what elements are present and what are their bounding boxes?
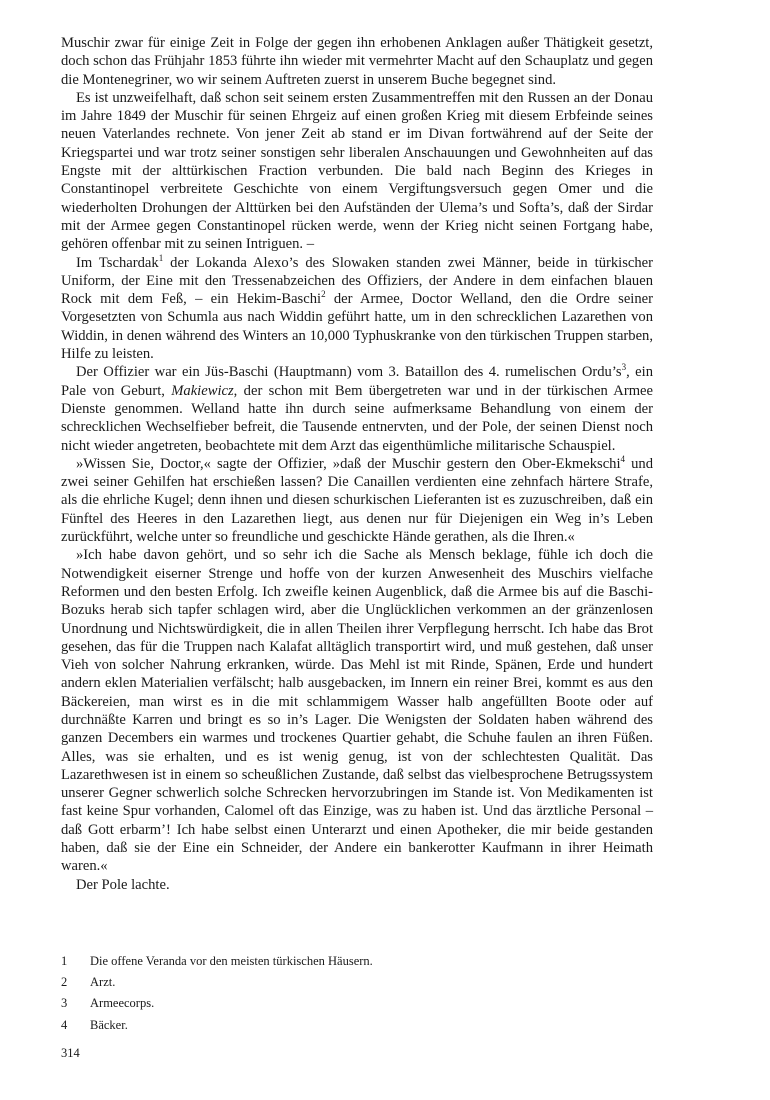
footnote-number: 1 xyxy=(61,954,68,968)
paragraph xyxy=(61,254,653,364)
paragraph-text: , der schon mit Bem übergetreten war und in der türkischen Armee Dienste genommen. Welland hatte ihn durch seine aufmerksame Behandlung von einem der schrecklichen Wechselfieber befreit, die Tausende entnervten, und der Pole, der seinen Dienst noch nicht wieder angetreten, beobachtete mit dem Arzt das eigenthümliche militarische Schauspiel. xyxy=(61,382,653,454)
footnote-text: Armeecorps. xyxy=(90,996,155,1011)
paragraph-text: der Armee, Doctor Welland, den die Ordre seiner Vorgesetzten von Schumla aus nach Widdin geführt hatte, um in den schrecklichen Lazarethen von Widdin, in denen während des Winters an 10,000 Typhuskranke von den türkischen Truppen starben, Hilfe zu leisten. xyxy=(61,291,653,363)
paragraph-text: »Ich habe davon gehört, und so sehr ich die Sache als Mensch beklage, fühle ich doch die Notwendigkeit eiserner Strenge und hoffe von der kurzen Anwesenheit des Muschirs vielfache Reformen und den besten Erfolg. Ich zweifle keinen Augenblick, daß die Armee bis auf die Baschi-Bozuks herab sich tapfer schlagen wird, aber die Unglücklichen verkommen an der gränzenlosen Unordnung und Nichtswürdigkeit, die in allen Theilen ihrer Verpflegung herrscht. Ich habe das Brot gesehen, das für die Truppen nach Kalafat alltäglich transportirt wird, und muß gestehen, daß unser Vieh von solcher Nahrung erkranken, würde. Das Mehl ist mit Rinde, Spänen, Erde und hundert andern eklen Materialien verfälscht; halb ausgebacken, im Innern ein reiner Brei, kommt es aus den Bäckereien, man wirst es in die mit schlammigem Wasser halb angefüllten Boote oder auf durchnäßte Karren und bringt es so in’s Lager. Die Wenigsten der Soldaten haben während des ganzen Decembers ein warmes und trockenes Quartier gehabt, die Schuhe faulen an ihren Füßen. Alles, was sie erhalten, und es ist wenig genug, ist von der schlechtesten Qualität. Das Lazarethwesen ist in einem so scheußlichen Zustande, daß selbst das vielbesprochene Betrugssystem unserer Gegner schwerlich solche Schrecken hervorzubringen im Stande ist. Von Medikamenten ist fast keine Spur vorhanden, Calomel oft das Einzige, was zu haben ist. Und das ärztliche Personal – daß Gott erbarm’! Ich habe selbst einen Unterarzt und einen Apotheker, die mir beide gestanden haben, daß sie der Eine ein Schneider, der Andere ein bankerotter Kaufmann in ihrer Heimath waren.« xyxy=(61,547,653,875)
paragraph-text: Muschir zwar für einige Zeit in Folge der gegen ihn erhobenen Anklagen außer Thätigkeit gesetzt, doch schon das Frühjahr 1853 führte ihn wieder mit vermehrter Macht auf den Schauplatz und gegen die Montenegriner, wo wir seinem Auftreten zuerst in unserem Buche begegnet sind. xyxy=(61,35,653,88)
paragraph xyxy=(61,455,653,546)
paragraph xyxy=(61,546,653,875)
footnote xyxy=(61,951,661,972)
paragraph-text: Im Tschardak xyxy=(76,254,159,271)
paragraph-text: Der Offizier war ein Jüs-Baschi (Hauptmann) vom 3. Bataillon des 4. rumelischen Ordu’s xyxy=(76,364,622,381)
paragraph xyxy=(61,34,653,89)
paragraph-text: »Wissen Sie, Doctor,« sagte der Offizier, »daß der Muschir gestern den Ober-Ekmekschi xyxy=(76,455,621,472)
footnotes xyxy=(61,951,661,1036)
footnote-number: 2 xyxy=(61,975,68,990)
emphasis-text: Makiewicz xyxy=(171,382,234,399)
page-body xyxy=(61,34,653,894)
paragraph-text: Der Pole lachte. xyxy=(76,876,170,893)
paragraph xyxy=(61,363,653,454)
page-number: 314 xyxy=(61,1046,80,1060)
footnote-text: Die offene Veranda vor den meisten türkischen Häusern. xyxy=(90,954,373,968)
paragraph-text: Es ist unzweifelhaft, daß schon seit seinem ersten Zusammentreffen mit den Russen an der Donau im Jahre 1849 der Muschir für seinen Ehrgeiz auf einen großen Krieg mit diesem Erbfeinde seines neuen Vaterlandes rechnete. Von jener Zeit ab stand er im Divan fortwährend auf der Seite der Kriegspartei und war trotz seiner sonstigen sehr liberalen Anschauungen und Gewohnheiten auf das Engste mit der alttürkischen Fraction verbunden. Die bald nach Beginn des Krieges in Constantinopel verbreitete Geschichte von einem Vergiftungsversuch gegen Omer und die wiederholten Drohungen der Alttürken bei den Aufständen der Ulema’s und Softa’s, daß der Sirdar mit der Armee gegen Constantinopel rücken werde, wenn der Krieg nicht seinen Fortgang habe, gehören offenbar mit zu seinen Intriguen. – xyxy=(61,89,653,253)
paragraph-text: und zwei seiner Gehilfen hat erschießen lassen? Die Canaillen verdienten eine zehnfach härtere Strafe, als die ehrliche Kugel; denn ihnen und diesen schurkischen Lieferanten ist es zuzuschreiben, daß ein Fünftel des Heeres in den Lazarethen liegt, aus denen nur für Diejenigen ein Weg in’s Leben zurückführt, welche unter so freundliche und geschickte Hände gerathen, als die Ihren.« xyxy=(61,455,653,546)
footnote xyxy=(61,993,661,1014)
footnote-number: 3 xyxy=(61,996,68,1011)
footnote xyxy=(61,1015,661,1036)
paragraph xyxy=(61,876,653,894)
footnote xyxy=(61,972,661,993)
main-text xyxy=(61,34,653,894)
footnote-ref: 4 xyxy=(620,453,626,464)
footnote-text: Bäcker. xyxy=(90,1017,128,1032)
paragraph xyxy=(61,89,653,254)
footnote-ref: 1 xyxy=(158,252,164,263)
footnote-number: 4 xyxy=(61,1017,68,1032)
paragraph-text: der Lokanda Alexo’s des Slowaken standen zwei Männer, beide in türkischer Uniform, der Eine mit den Tressenabzeichen des Offiziers, der Andere in dem einfachen blauen Rock mit dem Feß, – ein Hekim-Baschi xyxy=(61,254,654,308)
footnote-ref: 3 xyxy=(621,362,627,373)
paragraph-text: , ein Pale von Geburt, xyxy=(61,364,653,399)
footnote-ref: 2 xyxy=(321,289,326,300)
footnote-text: Arzt. xyxy=(90,975,116,990)
